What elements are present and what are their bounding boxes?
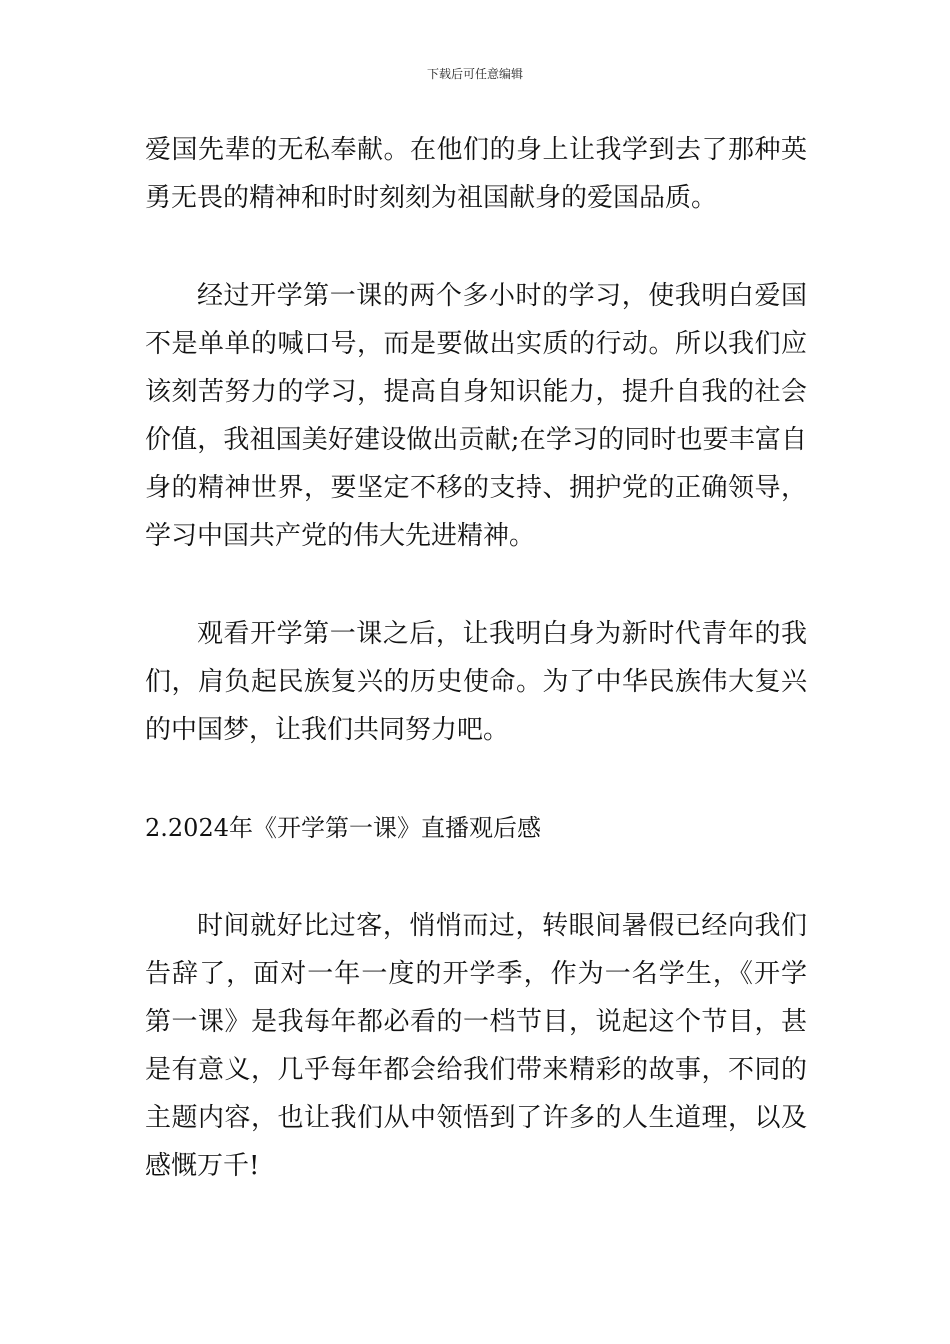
paragraph-gap: [145, 754, 807, 804]
paragraph: 经过开学第一课的两个多小时的学习，使我明白爱国不是单单的喊口号，而是要做出实质的行动。所以我们应该刻苦努力的学习，提高自身知识能力，提升自我的社会价值，我祖国美好建设做出贡献;在学习的同时也要丰富自身的精神世界，要坚定不移的支持、拥护党的正确领导，学习中国共产党的伟大先进精神。: [145, 281, 807, 551]
paragraph-gap: [145, 560, 807, 610]
header-note: 下载后可任意编辑: [426, 67, 523, 81]
paragraph-gap: [145, 852, 807, 902]
paragraph-continuation: 爱国先辈的无私奉献。在他们的身上让我学到去了那种英勇无畏的精神和时时刻刻为祖国献身的爱国品质。: [145, 135, 807, 213]
paragraph: 观看开学第一课之后，让我明白身为新时代青年的我们，肩负起民族复兴的历史使命。为了中华民族伟大复兴的中国梦，让我们共同努力吧。: [145, 619, 807, 745]
document-body: [145, 126, 807, 1190]
section-heading: 2.2024年《开学第一课》直播观后感: [145, 814, 541, 842]
paragraph-gap: [145, 222, 807, 272]
paragraph: 时间就好比过客，悄悄而过，转眼间暑假已经向我们告辞了，面对一年一度的开学季，作为一名学生，《开学第一课》是我每年都必看的一档节目，说起这个节目，甚是有意义，几乎每年都会给我们带来精彩的故事，不同的主题内容，也让我们从中领悟到了许多的人生道理，以及感慨万千!: [145, 911, 807, 1181]
